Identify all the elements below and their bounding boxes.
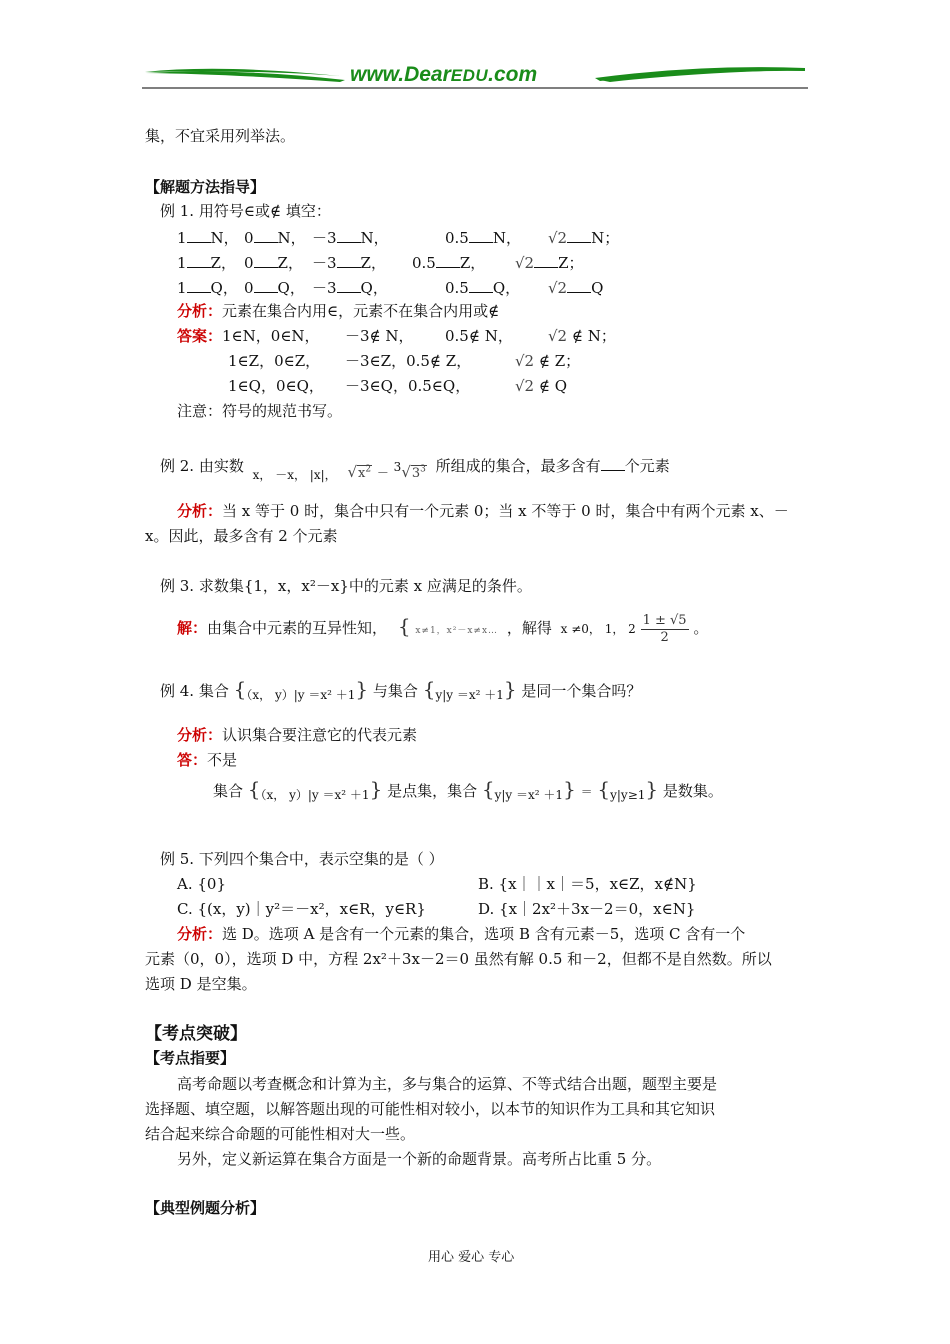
ex4-analysis: 分析：认识集合要注意它的代表元素 <box>177 726 418 744</box>
ex1-note: 注意：符号的规范书写。 <box>177 402 343 420</box>
ex5-analysis-line3: 选项 D 是空集。 <box>145 975 257 993</box>
section-method-heading: 【解题方法指导】 <box>145 178 266 196</box>
ex4-answer: 答：不是 <box>177 751 238 769</box>
ex5-option-c: C. {(x，y)｜y²＝－x²，x∈R，y∈R} <box>177 900 426 918</box>
site-logo-text: www.DearEDU.com <box>350 63 538 86</box>
ex5-option-a: A. {0} <box>177 875 226 893</box>
ex1-title: 例 1. 用符号∈或∉ 填空： <box>160 202 331 220</box>
page-header <box>140 60 810 90</box>
ex3-fraction: $\frac{1 \pm √5}{2}$ <box>642 613 687 645</box>
section-typical-heading: 【典型例题分析】 <box>145 1199 266 1217</box>
ex1-analysis: 分析：元素在集合内用∈，元素不在集合内用或∉ <box>177 302 500 320</box>
ex5-analysis-line2: 元素（0，0），选项 D 中，方程 2x²＋3x－2＝0 虽然有解 0.5 和－2，但都不是自然数。所以 <box>145 950 772 968</box>
keypoints-p1-line2: 选择题、填空题，以解答题出现的可能性相对较小，以本节的知识作为工具和其它知识 <box>145 1100 716 1118</box>
page-footer: 用心 爱心 专心 <box>428 1250 515 1265</box>
keypoints-p1-line3: 结合起来综合命题的可能性相对大一些。 <box>145 1125 416 1143</box>
ex3-condition-system: x≠1，x²－x≠x… <box>415 626 499 637</box>
ex2-statement: 例 2. 由实数 $_{x, -x, |x|,}$ $√x^2 - ^3√3^3$ 所组成的集合，最多含有 个元素 <box>160 457 670 482</box>
ex5-title: 例 5. 下列四个集合中，表示空集的是（ ） <box>160 850 444 868</box>
ex5-analysis-line1: 分析：选 D。选项 A 是含有一个元素的集合，选项 B 含有元素－5，选项 C 含有一个 <box>177 925 746 943</box>
section-breakthrough-heading: 【考点突破】 <box>145 1024 247 1044</box>
ex2-analysis-line2: x。因此，最多含有 2 个元素 <box>145 527 338 545</box>
section-keypoints-heading: 【考点指要】 <box>145 1049 236 1067</box>
ex4-statement: 例 4. 集合 $\{_{(x, y)|y =x^2 +1}\}$ 与集合 $\{_{y|y =x^2 +1}\}$ 是同一个集合吗？ <box>160 677 642 702</box>
ex3-title: 例 3. 求数集{1，x，x²－x}中的元素 x 应满足的条件。 <box>160 577 532 595</box>
ex5-option-b: B. {x｜｜x｜＝5，x∈Z，x∉N} <box>478 875 697 893</box>
ex4-explanation: 集合 $\{_{(x, y)|y =x^2 +1}\}$ 是点集，集合 $\{_{y|y =x^2 +1}\} = \{_{y|y\ge 1}\}$ 是数集。 <box>213 777 723 802</box>
keypoints-p1-line1: 高考命题以考查概念和计算为主，多与集合的运算、不等式结合出题，题型主要是 <box>177 1075 718 1093</box>
ex5-option-d: D. {x｜2x²＋3x－2＝0，x∈N} <box>478 900 696 918</box>
keypoints-p2: 另外，定义新运算在集合方面是一个新的命题背景。高考所占比重 5 分。 <box>177 1150 662 1168</box>
ex3-solution: 解：由集合中元素的互异性知， { x≠1，x²－x≠x… ，解得 x ≠0， 1， 2 $\frac{1 \pm √5}{2}$ 。 <box>177 613 709 645</box>
ex2-analysis-line1: 分析：当 x 等于 0 时，集合中只有一个元素 0；当 x 不等于 0 时，集合中有两个元素 x、－ <box>177 502 789 520</box>
intro-line: 集，不宜采用列举法。 <box>145 127 296 145</box>
